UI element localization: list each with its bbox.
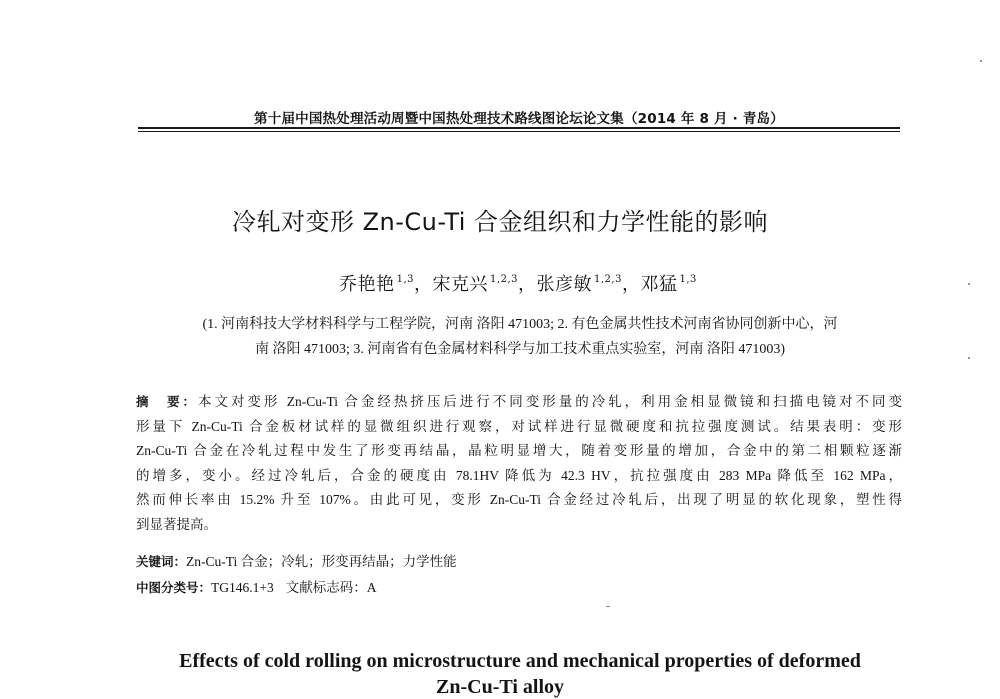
paper-title: 冷轧对变形 Zn-Cu-Ti 合金组织和力学性能的影响 (231, 208, 769, 236)
keywords-text: Zn-Cu-Ti 合金；冷轧；形变再结晶；力学性能 (186, 554, 457, 569)
document-code-value: A (366, 580, 377, 595)
abstract (136, 390, 902, 537)
classification-label: 中图分类号： (136, 580, 212, 595)
abstract-line: 的增多，变小。经过冷轧后，合金的硬度由 78.1HV 降低为 42.3 HV，抗拉强度由 283 MPa 降低至 162 MPa， (136, 467, 902, 483)
author-name: 邓猛 (640, 274, 678, 295)
english-title-continued: Zn-Cu-Ti alloy (436, 676, 564, 698)
scan-speck (968, 283, 970, 285)
scan-speck (606, 606, 610, 607)
classification-value: TG146.1+3 (211, 580, 274, 595)
author-separator: ， (414, 274, 433, 295)
abstract-text: 本文对变形 Zn-Cu-Ti 合金经热挤压后进行不同变形量的冷轧，利用金相显微镜和扫描电镜对不同变 (197, 394, 902, 409)
document-code-label: 文献标志码： (285, 580, 367, 595)
classification (136, 576, 902, 596)
scan-speck (968, 357, 970, 359)
author-list (0, 270, 1000, 296)
abstract-line (136, 390, 902, 415)
author-affiliation-marker: 1,2,3 (490, 274, 518, 285)
author-affiliation-marker: 1,2,3 (594, 274, 622, 285)
english-title: Effects of cold rolling on microstructure and mechanical properties of deformed (179, 650, 861, 672)
author-name: 张彦敏 (536, 274, 592, 295)
abstract-line: 然而伸长率由 15.2% 升至 107%。由此可见，变形 Zn-Cu-Ti 合金经过冷轧后，出现了明显的软化现象，塑性得 (136, 492, 902, 507)
author-affiliation-marker: 1,3 (679, 274, 697, 285)
author-separator: ， (518, 274, 537, 295)
author-name: 宋克兴 (432, 274, 489, 295)
affiliation-line: (1. 河南科技大学材料科学与工程学院，河南 洛阳 471003; 2. 有色金属共性技术河南省协同创新中心，河 (202, 317, 838, 332)
affiliation-line: 南 洛阳 471003; 3. 河南省有色金属材料科学与加工技术重点实验室，河南 洛阳 471003) (254, 342, 786, 357)
abstract-line: 形量下 Zn-Cu-Ti 合金板材试样的显微组织进行观察，对试样进行显微硬度和抗拉强度测试。结果表明：变形 (136, 418, 902, 434)
author-separator: ， (621, 274, 641, 295)
header-rule-thin (138, 131, 900, 132)
abstract-label: 摘 要： (136, 394, 198, 409)
abstract-line: 到显著提高。 (136, 516, 217, 532)
abstract-line: Zn-Cu-Ti 合金在冷轧过程中发生了形变再结晶，晶粒明显增大，随着变形量的增加，合金中的第二相颗粒逐渐 (136, 443, 902, 458)
keywords-label: 关键词： (136, 554, 187, 569)
author-name: 乔艳艳 (339, 274, 395, 295)
header-rule-thick (138, 127, 900, 129)
author-affiliation-marker: 1,3 (396, 274, 415, 285)
scan-speck (980, 60, 982, 62)
keywords (136, 550, 902, 570)
running-header: 第十届中国热处理活动周暨中国热处理技术路线图论坛论文集（2014 年 8 月 · 青岛） (254, 111, 784, 127)
